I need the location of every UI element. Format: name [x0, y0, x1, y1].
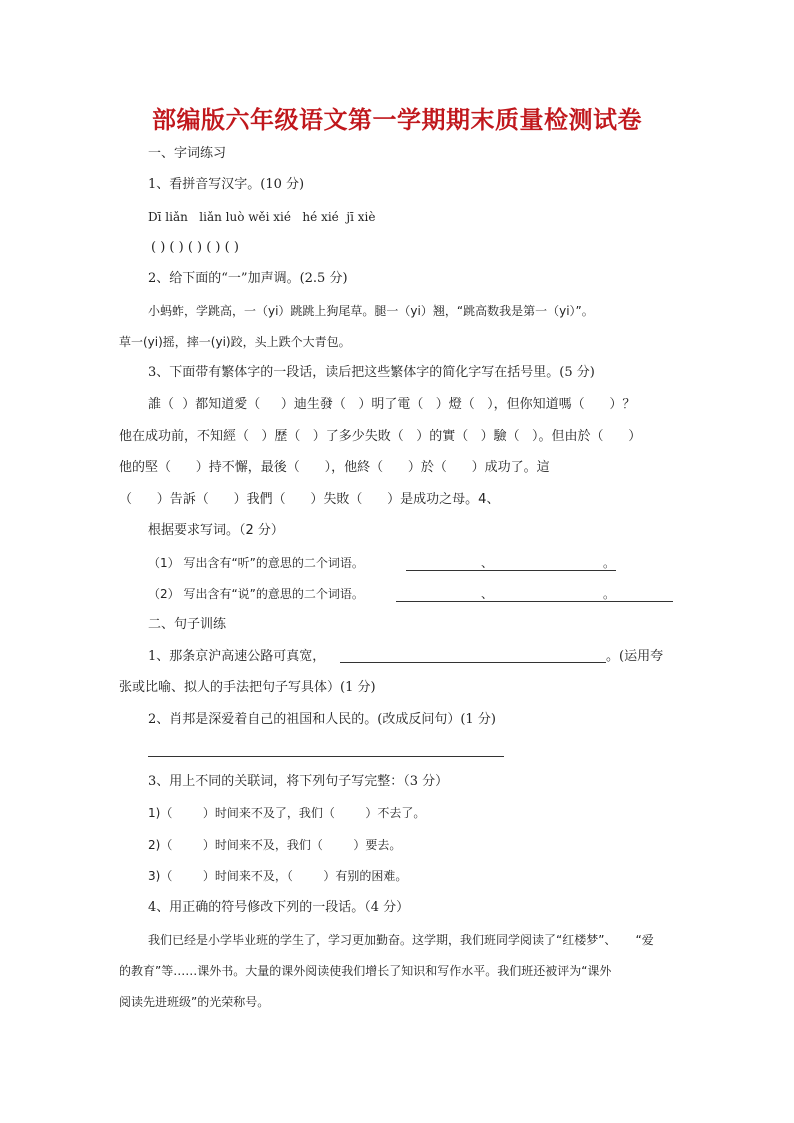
- question-2-heading: 2、给下面的“一”加声调。(2.5 分): [148, 271, 348, 286]
- conjunction-item-1: 1)（ ）时间来不及了，我们（ ）不去了。: [148, 806, 426, 820]
- question-4-heading: 根据要求写词。（2 分）: [148, 523, 284, 538]
- sentence-question-2: 2、肖邦是深爱着自己的祖国和人民的。(改成反问句）(1 分): [148, 712, 496, 727]
- separator-comma: 、: [481, 556, 494, 570]
- traditional-text-line-3: 他的堅（ ）持不懈，最後（ ），他終（ ）於（ ）成功了。這: [119, 460, 550, 475]
- sentence-question-3: 3、用上不同的关联词，将下列句子写完整：（3 分）: [148, 774, 449, 789]
- paragraph-line-1: 我们已经是小学毕业班的学生了，学习更加勤奋。这学期，我们班同学阅读了“红楼梦”、 “爱: [148, 933, 654, 947]
- question-3-heading: 3、下面带有繁体字的一段话，读后把这些繁体字的简化字写在括号里。(5 分): [148, 365, 595, 380]
- sentence-question-4: 4、用正确的符号修改下列的一段话。（4 分）: [148, 900, 410, 915]
- answer-blank-4[interactable]: [148, 756, 504, 757]
- sentence-question-1-cont: 张或比喻、拟人的手法把句子写具体）(1 分): [119, 680, 376, 695]
- answer-brackets: ( ) ( ) ( ) ( ) ( ): [151, 240, 239, 255]
- section-heading-sentence: 二、句子训练: [148, 617, 227, 632]
- question-1-heading: 1、看拼音写汉字。(10 分): [148, 177, 305, 192]
- conjunction-item-3: 3)（ ）时间来不及，（ ）有别的困难。: [148, 869, 408, 883]
- traditional-text-line-4: （ ）告訴（ ）我們（ ）失敗（ ）是成功之母。4、: [119, 492, 500, 507]
- pinyin-line: Dī liǎn liǎn luò wěi xié hé xié jī xiè: [148, 210, 376, 224]
- conjunction-item-2: 2)（ ）时间来不及，我们（ ）要去。: [148, 838, 402, 852]
- traditional-text-line-2: 他在成功前，不知經（ ）歷（ ）了多少失敗（ ）的實（ ）驗（ ）。但由於（ ）: [119, 429, 642, 444]
- page-title: 部编版六年级语文第一学期期末质量检测试卷: [152, 106, 642, 134]
- sentence-question-1-tail: 。(运用夸: [606, 649, 664, 664]
- traditional-text-line-1: 誰（ ）都知道愛（ ）迪生發（ ）明了電（ ）燈（ ），但你知道嗎（ ）？: [148, 397, 636, 412]
- sub-question-2: （2） 写出含有“说”的意思的二个词语。: [148, 587, 364, 601]
- sentence-question-1: 1、那条京沪高速公路可真宽，: [148, 649, 326, 664]
- paragraph-line-3: 阅读先进班级”的光荣称号。: [119, 995, 270, 1009]
- answer-blank-3[interactable]: [340, 662, 606, 663]
- end-period: 。: [603, 556, 616, 570]
- paragraph-line-2: 的教育”等……课外书。大量的课外阅读使我们增长了知识和写作水平。我们班还被评为“课外: [119, 964, 612, 978]
- answer-blank-2[interactable]: [396, 601, 673, 602]
- answer-blank-1[interactable]: [406, 570, 616, 571]
- section-heading-vocab: 一、字词练习: [148, 146, 227, 161]
- end-period-2: 。: [603, 587, 616, 601]
- sub-question-1: （1） 写出含有“听”的意思的二个词语。: [148, 556, 364, 570]
- question-2-text-cont: 草一(yi)摇，摔一(yi)跤，头上跌个大青包。: [119, 335, 351, 349]
- separator-comma-2: 、: [481, 587, 494, 601]
- question-2-text: 小蚂蚱，学跳高，一（yi）跳跳上狗尾草。腿一（yi）翘，“跳高数我是第一（yi）”。: [148, 304, 594, 318]
